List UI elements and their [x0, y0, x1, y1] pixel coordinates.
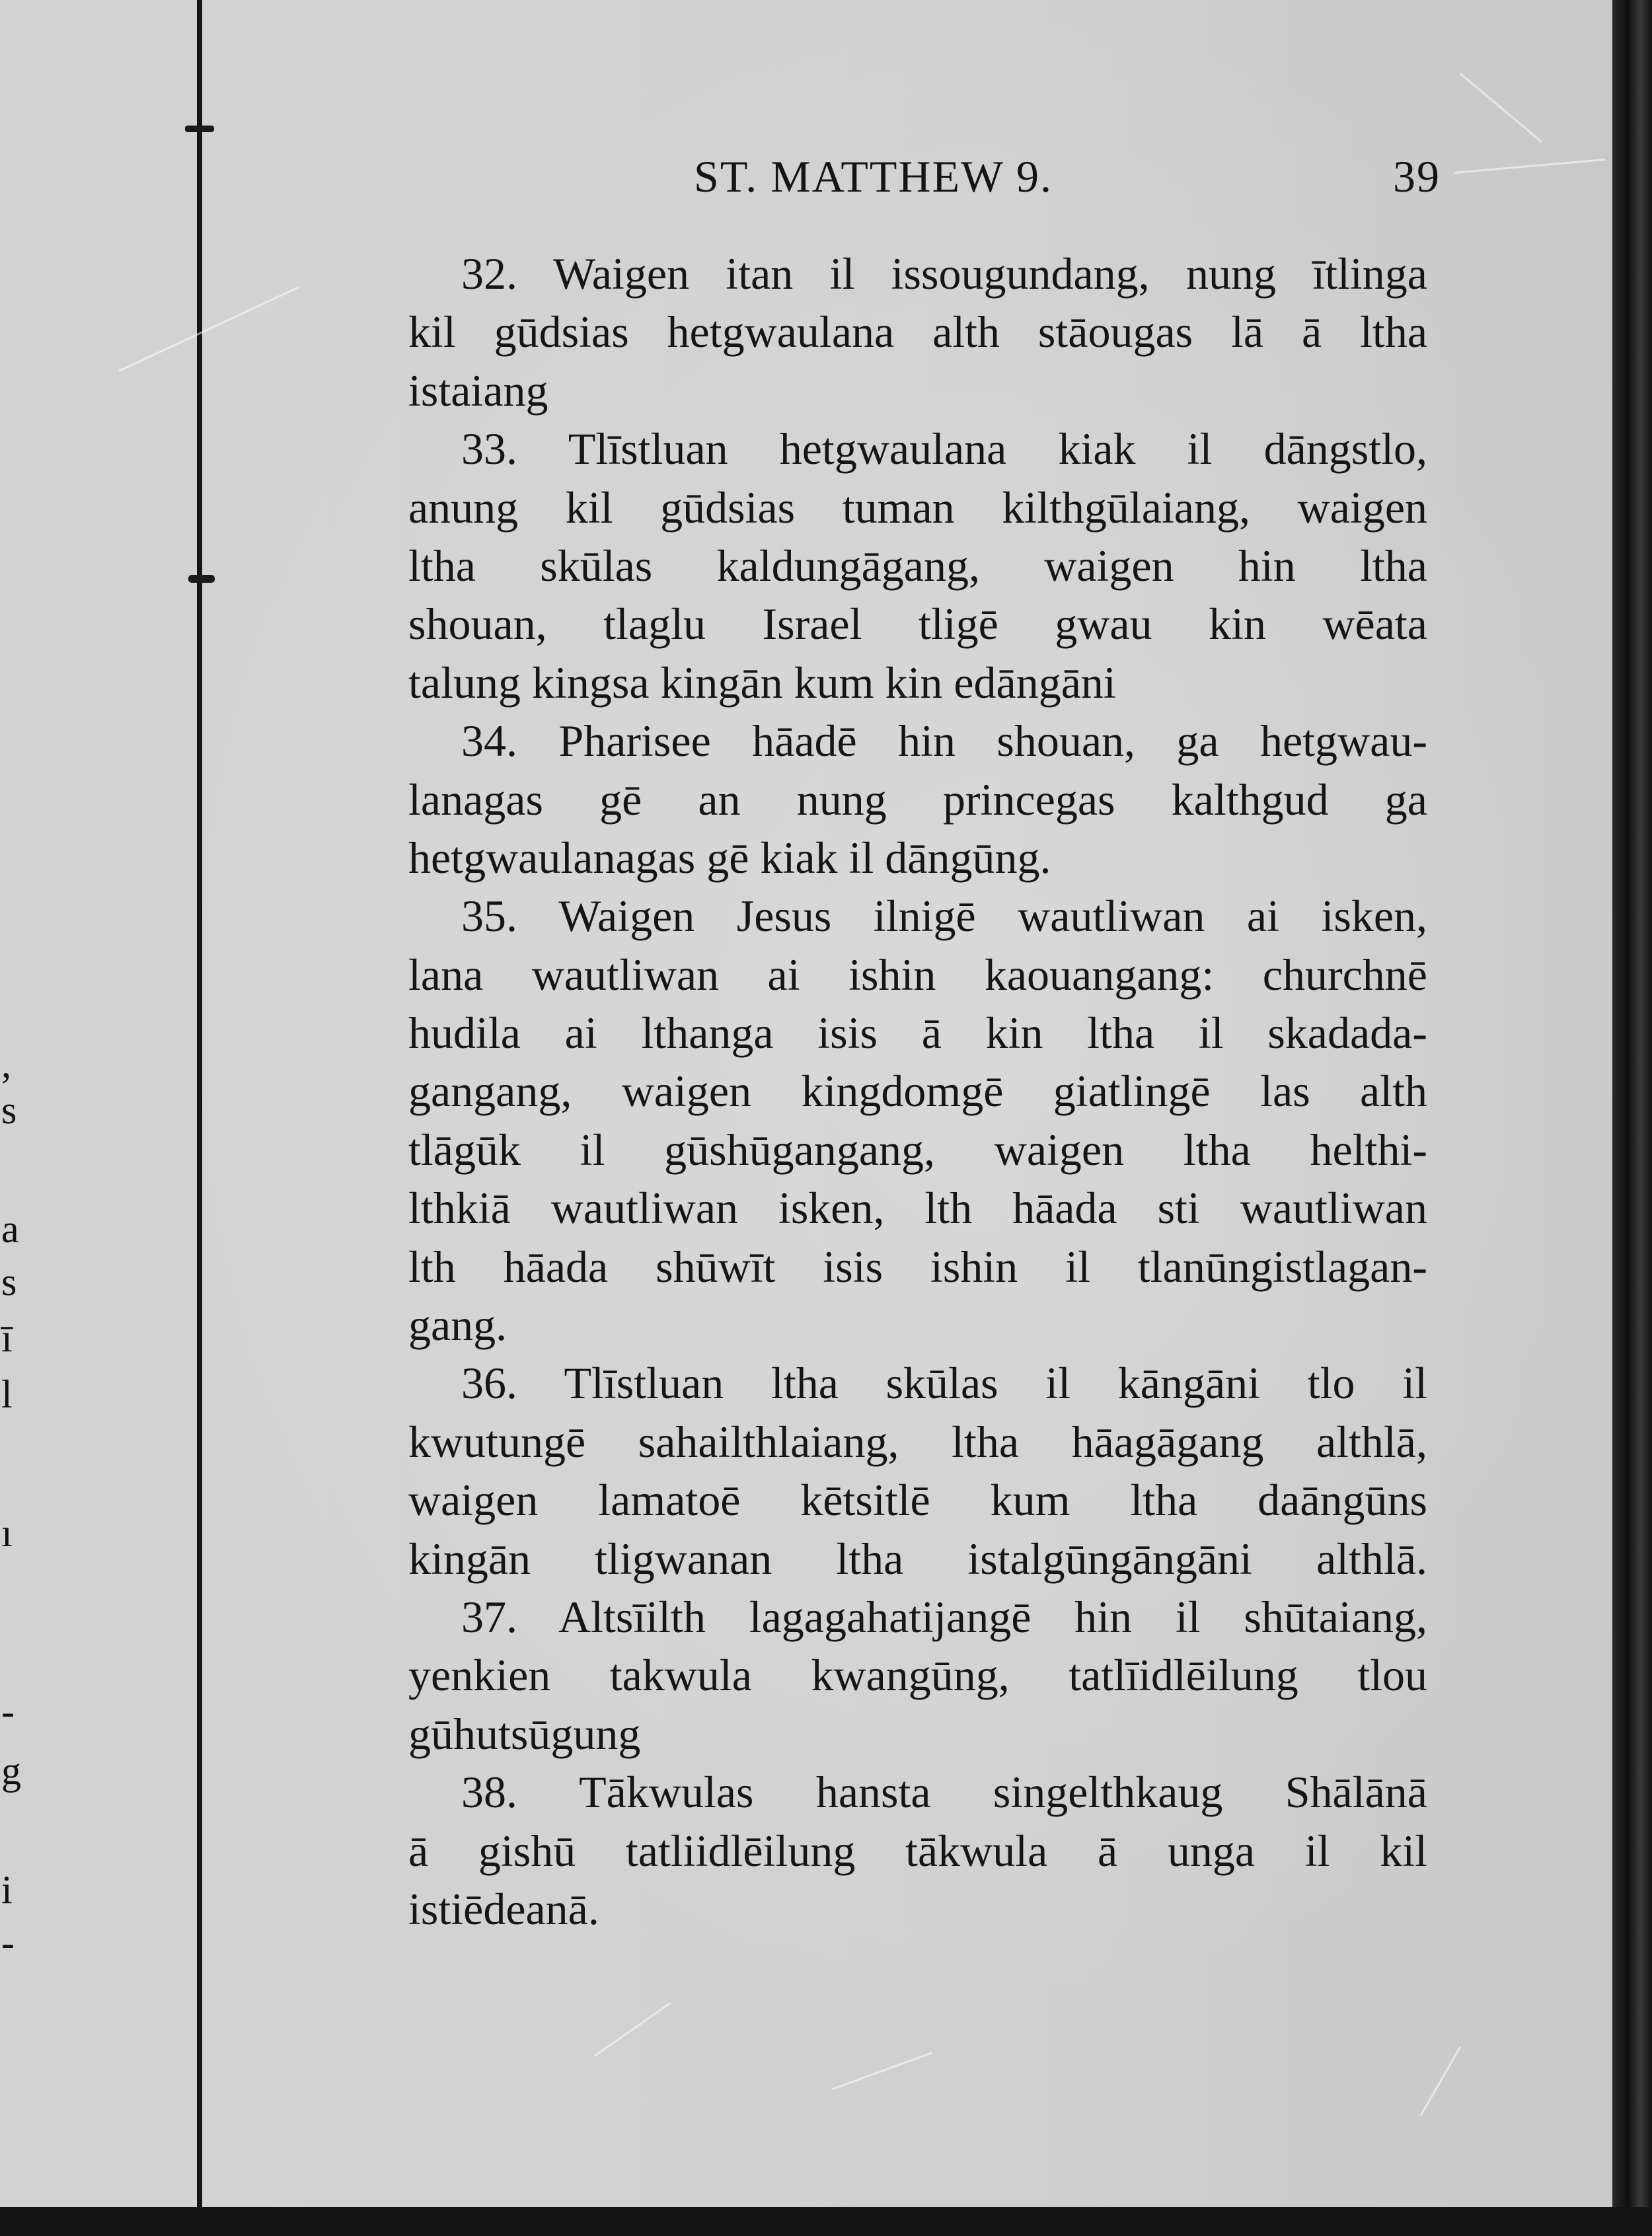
text-line: kwutungē sahailthlaiang, ltha hāagāgang althlā,	[408, 1416, 1427, 1467]
fragment: a	[1, 1207, 19, 1251]
text-line: 32. Waigen itan il issougundang, nung ītlinga	[461, 248, 1427, 299]
text-line: 33. Tlīstluan hetgwaulana kiak il dāngstlo,	[461, 424, 1427, 474]
text-line: hetgwaulanagas gē kiak il dāngūng.	[408, 832, 1051, 883]
text-line: talung kingsa kingān kum kin edāngāni	[408, 657, 1116, 708]
text-line: lanagas gē an nung princegas kalthgud ga	[408, 774, 1427, 825]
verse-text	[408, 244, 1427, 1938]
text-line: gang.	[408, 1300, 507, 1351]
fragment: -	[1, 1690, 15, 1733]
page-title: ST. MATTHEW 9.	[694, 151, 1053, 202]
binding-stitch-mark	[185, 126, 214, 132]
fragment: l	[1, 1372, 13, 1416]
book-binding-rule	[197, 0, 202, 2236]
text-line: ā gishū tatliidlēilung tākwula ā unga il kil	[408, 1825, 1427, 1876]
fragment: ,	[1, 1042, 11, 1086]
text-line: 38. Tākwulas hansta singelthkaug Shālānā	[461, 1767, 1427, 1818]
text-line: tlāgūk il gūshūgangang, waigen ltha helthi-	[408, 1124, 1427, 1175]
text-line: lana wautliwan ai ishin kaouangang: churchnē	[408, 949, 1427, 1000]
text-line: gangang, waigen kingdomgē giatlingē las alth	[408, 1066, 1427, 1117]
facing-page-text-fragments	[0, 0, 40, 2236]
fragment: -	[1, 1921, 15, 1964]
fragment: i	[1, 1868, 13, 1912]
fragment: ī	[1, 1316, 13, 1360]
text-line: kil gūdsias hetgwaulana alth stāougas lā ā ltha	[408, 307, 1427, 357]
text-line: ltha skūlas kaldungāgang, waigen hin ltha	[408, 540, 1427, 591]
text-line: yenkien takwula kwangūng, tatlīidlēilung tlou	[408, 1650, 1427, 1701]
scan-bottom-edge	[0, 2207, 1652, 2236]
book-cover-edge	[1612, 0, 1652, 2236]
text-line: anung kil gūdsias tuman kilthgūlaiang, waigen	[408, 482, 1427, 533]
text-line: 36. Tlīstluan ltha skūlas il kāngāni tlo il	[461, 1358, 1427, 1409]
text-line: 37. Altsīilth lagagahatijangē hin il shūtaiang,	[461, 1591, 1427, 1642]
text-line: kingān tligwanan ltha istalgūngāngāni althlā.	[408, 1533, 1427, 1584]
text-line: istiēdeanā.	[408, 1883, 599, 1934]
text-line: 35. Waigen Jesus ilnigē wautliwan ai isken,	[461, 891, 1427, 942]
fragment: s	[1, 1260, 17, 1304]
text-line: hudila ai lthanga isis ā kin ltha il skadada-	[408, 1008, 1427, 1059]
text-line: gūhutsūgung	[408, 1708, 641, 1759]
running-header	[694, 151, 1441, 217]
fragment: ı	[1, 1511, 13, 1555]
text-line: lthkiā wautliwan isken, lth hāada sti wautliwan	[408, 1183, 1427, 1234]
fragment: g	[1, 1749, 21, 1793]
text-line: shouan, tlaglu Israel tligē gwau kin wēata	[408, 599, 1427, 650]
text-line: 34. Pharisee hāadē hin shouan, ga hetgwau-	[461, 716, 1427, 766]
page-number: 39	[1393, 151, 1441, 202]
fragment: s	[1, 1088, 17, 1132]
binding-stitch-mark	[188, 575, 215, 583]
text-line: lth hāada shūwīt isis ishin il tlanūngistlagan-	[408, 1241, 1427, 1292]
text-line: waigen lamatoē kētsitlē kum ltha daāngūns	[408, 1475, 1427, 1526]
text-line: istaiang	[408, 365, 548, 416]
